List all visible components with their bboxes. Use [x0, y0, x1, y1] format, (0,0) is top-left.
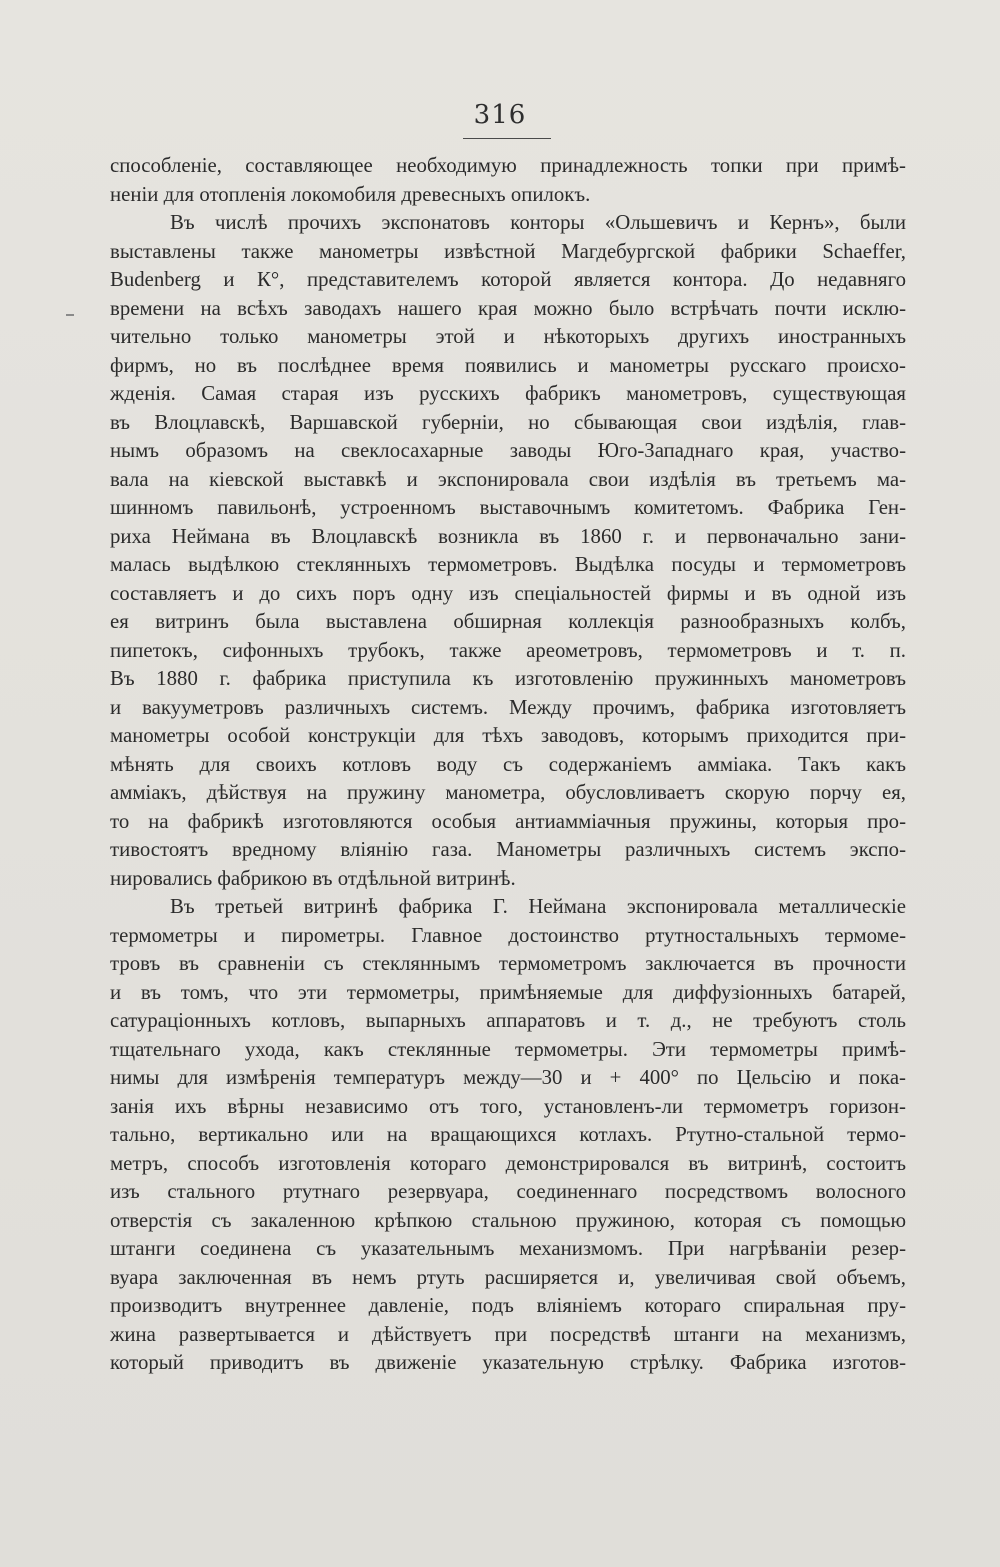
text-line: отверстія съ закаленною крѣпкою стальною пружиною, которая съ помощью: [110, 1208, 906, 1232]
text-line: Въ 1880 г. фабрика приступила къ изготовленію пружинныхъ манометровъ: [110, 667, 906, 690]
text-line: и вакууметровъ различныхъ системъ. Между прочимъ, фабрика изготовляетъ: [110, 695, 906, 719]
text-line: тщательнаго ухода, какъ стеклянные термометры. Эти термометры примѣ-: [110, 1037, 906, 1061]
text-line: и въ томъ, что эти термометры, примѣняемые для диффузіонныхъ батарей,: [110, 980, 906, 1004]
text-line: термометры и пирометры. Главное достоинство ртутностальныхъ термоме-: [110, 923, 906, 947]
text-line: нимы для измѣренія температуръ между—30 и + 400° по Цельсію и пока-: [110, 1066, 906, 1089]
text-line: тально, вертикально или на вращающихся котлахъ. Ртутно-стальной термо-: [110, 1123, 906, 1146]
paragraph: [110, 209, 906, 893]
text-line: нировались фабрикою въ отдѣльной витринѣ.: [110, 866, 516, 890]
text-line: составляетъ и до сихъ поръ одну изъ спеціальностей фирмы и въ одной изъ: [110, 581, 906, 605]
text-line: ея витринъ была выставлена обширная коллекція разнообразныхъ колбъ,: [110, 610, 906, 633]
text-line: способленіе, составляющее необходимую принадлежность топки при примѣ-: [110, 154, 906, 177]
text-line: тивостоятъ вредному вліянію газа. Манометры различныхъ системъ экспо-: [110, 838, 906, 861]
page-number-rule: [463, 138, 551, 139]
text-line: фирмъ, но въ послѣднее время появились и манометры русскаго происхо-: [110, 353, 906, 377]
text-line: жина развертывается и дѣйствуетъ при посредствѣ штанги на механизмъ,: [110, 1322, 906, 1346]
text-line: жденія. Самая старая изъ русскихъ фабрикъ манометровъ, существующая: [110, 382, 906, 405]
text-line: мѣнять для своихъ котловъ воду съ содержаніемъ амміака. Такъ какъ: [110, 752, 906, 776]
text-line: выставлены также манометры извѣстной Магдебургской фабрики Schaeffer,: [110, 239, 906, 263]
text-line: занія ихъ вѣрны независимо отъ того, установленъ-ли термометръ горизон-: [110, 1094, 906, 1118]
text-line: который приводитъ въ движеніе указательную стрѣлку. Фабрика изготов-: [110, 1351, 906, 1374]
text-line: пипетокъ, сифонныхъ трубокъ, также ареометровъ, термометровъ и т. п.: [110, 638, 906, 662]
text-line: въ Влоцлавскѣ, Варшавской губерніи, но сбывающая свои издѣлія, глав-: [110, 410, 906, 434]
text-line: вала на кіевской выставкѣ и экспонировала свои издѣлія въ третьемъ ма-: [110, 467, 906, 491]
text-line: производитъ внутреннее давленіе, подъ вліяніемъ котораго спиральная пру-: [110, 1294, 906, 1317]
text-line: вуара заключенная въ немъ ртуть расширяется и, увеличивая свой объемъ,: [110, 1265, 906, 1289]
text-line: Въ третьей витринѣ фабрика Г. Неймана экспонировала металлическіе: [170, 895, 906, 918]
text-line: неніи для отопленія локомобиля древесныхъ опилокъ.: [110, 182, 591, 206]
body-text: [110, 152, 906, 1378]
margin-mark: [66, 314, 74, 316]
text-line: манометры особой конструкціи для тѣхъ заводовъ, которымъ приходится при-: [110, 724, 906, 747]
paragraph: [110, 893, 906, 1378]
text-line: сатураціонныхъ котловъ, выпарныхъ аппаратовъ и т. д., не требуютъ столь: [110, 1009, 906, 1032]
text-line: тровъ въ сравненіи съ стекляннымъ термометромъ заключается въ прочности: [110, 952, 906, 975]
text-line: шинномъ павильонѣ, устроенномъ выставочнымъ комитетомъ. Фабрика Ген-: [110, 496, 906, 519]
paragraph: [110, 152, 906, 209]
text-line: малась выдѣлкою стеклянныхъ термометровъ. Выдѣлка посуды и термометровъ: [110, 553, 906, 576]
text-line: изъ стального ртутнаго резервуара, соединеннаго посредствомъ волосного: [110, 1180, 906, 1203]
text-line: амміакъ, дѣйствуя на пружину манометра, обусловливаетъ скорую порчу ея,: [110, 781, 906, 804]
text-line: метръ, способъ изготовленія котораго демонстрировался въ витринѣ, состоитъ: [110, 1151, 906, 1175]
text-line: Budenberg и К°, представителемъ которой является контора. До недавняго: [110, 268, 906, 291]
text-line: штанги соединена съ указательнымъ механизмомъ. При нагрѣваніи резер-: [110, 1237, 906, 1260]
text-line: времени на всѣхъ заводахъ нашего края можно было встрѣчать почти исклю-: [110, 296, 906, 320]
page-number: 316: [473, 100, 527, 130]
text-line: риха Неймана въ Влоцлавскѣ возникла въ 1860 г. и первоначально зани-: [110, 524, 906, 548]
text-line: чительно только манометры этой и нѣкоторыхъ другихъ иностранныхъ: [110, 325, 906, 348]
text-line: нымъ образомъ на свеклосахарные заводы Юго-Западнаго края, участво-: [110, 439, 906, 462]
text-line: то на фабрикѣ изготовляются особыя антиамміачныя пружины, которыя про-: [110, 809, 906, 833]
text-line: Въ числѣ прочихъ экспонатовъ конторы «Ольшевичъ и Кернъ», были: [170, 211, 906, 234]
